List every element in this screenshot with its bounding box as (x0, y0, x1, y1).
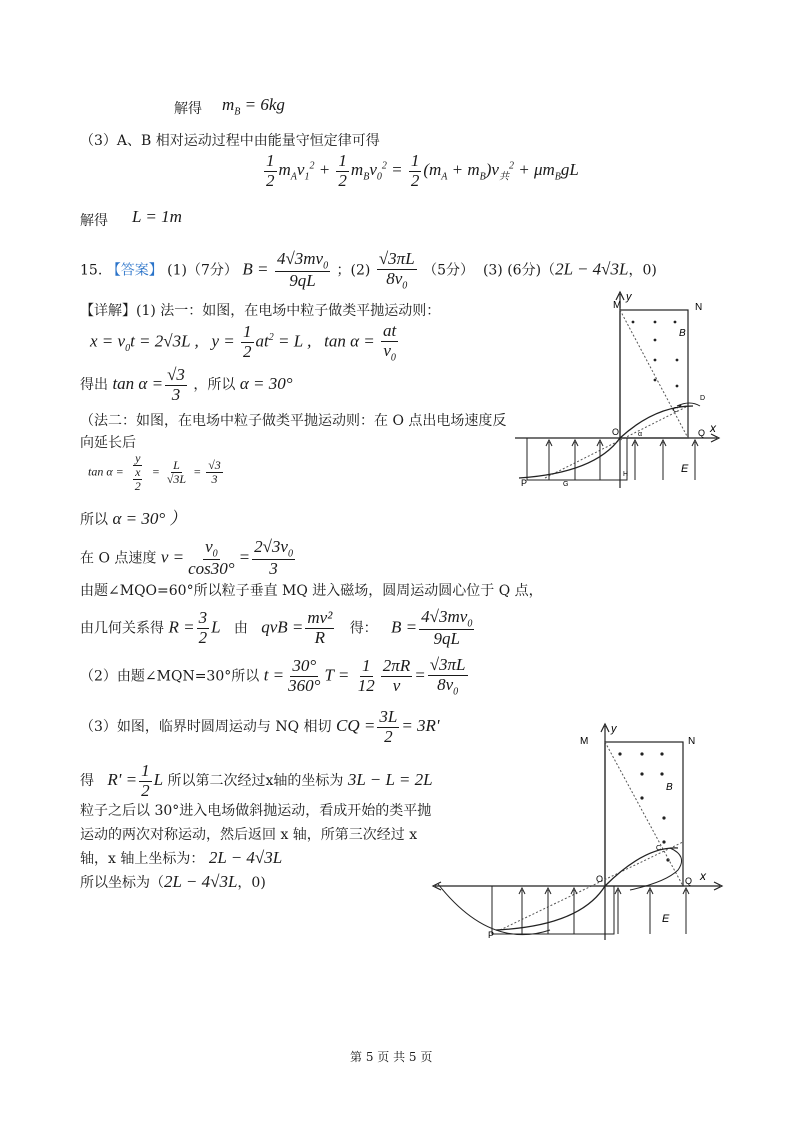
q15-answer-line: 15. 【答案】 (1)（7分） B = $\frac{4√3mv_0}{9qL}$ ；(2) $\frac{√3\pi L}{8v_0}$ （5分） (3) (6分)（2L − 4√3L，0) (80, 249, 657, 292)
geom-by: 由 (233, 620, 248, 637)
label-N2: N (688, 736, 696, 747)
method2-b: 向延长后 (80, 435, 136, 451)
label-O2: O (596, 874, 604, 884)
energy-text: （3）A、B 相对运动过程中由能量守恒定律可得 (80, 133, 380, 149)
eq-xyt: $x = v_0t = 2√3L$ , y = $\frac{1}{2}$ $at^2 = L$ , tan α = $\frac{at}{v_0}$ (90, 321, 397, 364)
final-line (80, 872, 266, 892)
geom-label: 由几何关系得 (80, 620, 164, 637)
part3-line: （3）如图，临界时圆周运动与 NQ 相切 CQ = $\frac{3L}{2}$ = 3R' (80, 707, 440, 746)
label-y2: y (611, 723, 617, 735)
de-label: 得 (80, 773, 94, 790)
label-P2: P (488, 930, 495, 940)
tan-small: tan α = $\frac{y}{\frac{x}{2}}$ = $\frac{L}{√3L}$ = $\frac{√3}{3}$ (88, 451, 221, 494)
solve-label-2: 解得 (80, 213, 108, 229)
detail-line (80, 300, 440, 320)
label-E2: E (662, 913, 670, 925)
label-y: y (626, 291, 632, 303)
q15-part3-tail: ，0) (628, 262, 657, 279)
label-G: G (563, 481, 569, 488)
get-tan-label: 得出 (80, 377, 108, 394)
de-coord: 3L − L = 2L (347, 770, 433, 790)
so-alpha (80, 504, 186, 529)
q15-part2: ；(2) (336, 262, 371, 279)
geom-line: 由几何关系得 R = $\frac{3}{2}$ L 由 qvB = $\frac{\text{mv²}}{R}$ 得： B = $\frac{4√3mv_0}{9qL}$ (80, 607, 473, 649)
q15-part2-score: （5分） (423, 262, 475, 279)
after-b: 运动的两次对称运动，然后返回 x 轴，所第三次经过 x (80, 827, 418, 843)
label-M2: M (580, 736, 589, 747)
after-c (80, 848, 282, 868)
so-label: ，所以 (193, 377, 236, 394)
figure-2 (430, 720, 730, 940)
after-a: 粒子之后以 30°进入电场做斜抛运动，看成开始的类平抛 (80, 803, 432, 819)
label-E: E (681, 463, 689, 475)
detail-tag: 【详解】 (80, 303, 136, 319)
so-alpha-label: 所以 (80, 512, 108, 528)
de-tail: 所以第二次经过x轴的坐标为 (167, 773, 344, 790)
solve-label-1: 解得 (174, 101, 202, 117)
final-tail: ，0) (237, 875, 266, 891)
label-O: O (612, 427, 620, 437)
detail-text: (1) 法一：如图，在电场中粒子做类平抛运动则： (136, 303, 441, 319)
label-B: B (679, 328, 686, 339)
de-line: 得 R' = $\frac{1}{2}$ L 所以第二次经过x轴的坐标为 3L − L = 2L (80, 761, 433, 800)
alpha-eq: α = 30° (239, 374, 293, 394)
label-D: D (700, 395, 706, 402)
tan-result: 得出 tan α = $\frac{√3}{3}$ ，所以 α = 30° (80, 365, 293, 404)
label-C2: C (656, 845, 662, 852)
q15-part1: (1)（7分） (167, 262, 238, 279)
label-P: P (521, 478, 528, 488)
label-B2: B (666, 782, 673, 793)
part3-label: （3）如图，临界时圆周运动与 NQ 相切 (80, 719, 332, 736)
method2-a: （法二：如图，在电场中粒子做类平抛运动则：在 O 点出电场速度反 (80, 413, 507, 429)
part2-line: （2）由题∠MQN=30°所以 t = $\frac{30^\circ}{360^\circ}$ T = $\frac{1}{12}$ $\frac{2\pi R}{v}$ = $\frac{√3\pi L}{8v_0}$ (80, 655, 466, 698)
label-Q: Q (698, 428, 706, 438)
so-alpha-eq: α = 30° ） (112, 509, 187, 528)
label-alpha: α (638, 431, 643, 438)
geom-get: 得： (349, 620, 378, 637)
answer-tag: 【答案】 (106, 262, 163, 279)
final-eq: 2L − 4√3L (164, 872, 238, 891)
after-c-eq: 2L − 4√3L (208, 848, 283, 867)
label-C: C (673, 407, 679, 414)
part2-label: （2）由题∠MQN=30°所以 (80, 668, 260, 685)
label-M: M (613, 300, 622, 311)
q15-part3: (3) (6分)（ (482, 262, 556, 279)
label-x2: x (700, 869, 706, 883)
at-o-label: 在 O 点速度 (80, 550, 157, 567)
eq-L: L = 1m (132, 207, 182, 226)
after-c-label: 轴，x 轴上坐标为： (80, 851, 205, 867)
label-N: N (695, 302, 703, 313)
label-H: H (623, 471, 629, 478)
eq-mb: $m_B = 6kg$ (222, 95, 285, 118)
page-footer: 第 5 页 共 5 页 (350, 1050, 433, 1064)
label-x: x (710, 421, 716, 435)
energy-eq: $\frac{1}{2}$ $m_Av_1^2$ + $\frac{1}{2}$ $m_Bv_0^2$ = $\frac{1}{2}$ $(m_A + m_B)v_共^2 + \mu m_BgL$ (266, 151, 579, 190)
figure-1 (505, 288, 725, 488)
mqo-text: 由题∠MQO=60°所以粒子垂直 MQ 进入磁场，圆周运动圆心位于 Q 点， (80, 583, 543, 599)
final-label: 所以坐标为（ (80, 875, 164, 891)
velocity-o: 在 O 点速度 v = $\frac{v_0}{\cos 30^\circ}$ = $\frac{2√3v_0}{3}$ (80, 537, 293, 579)
q15-number: 15. (80, 262, 103, 279)
label-Q2: Q (685, 876, 693, 886)
